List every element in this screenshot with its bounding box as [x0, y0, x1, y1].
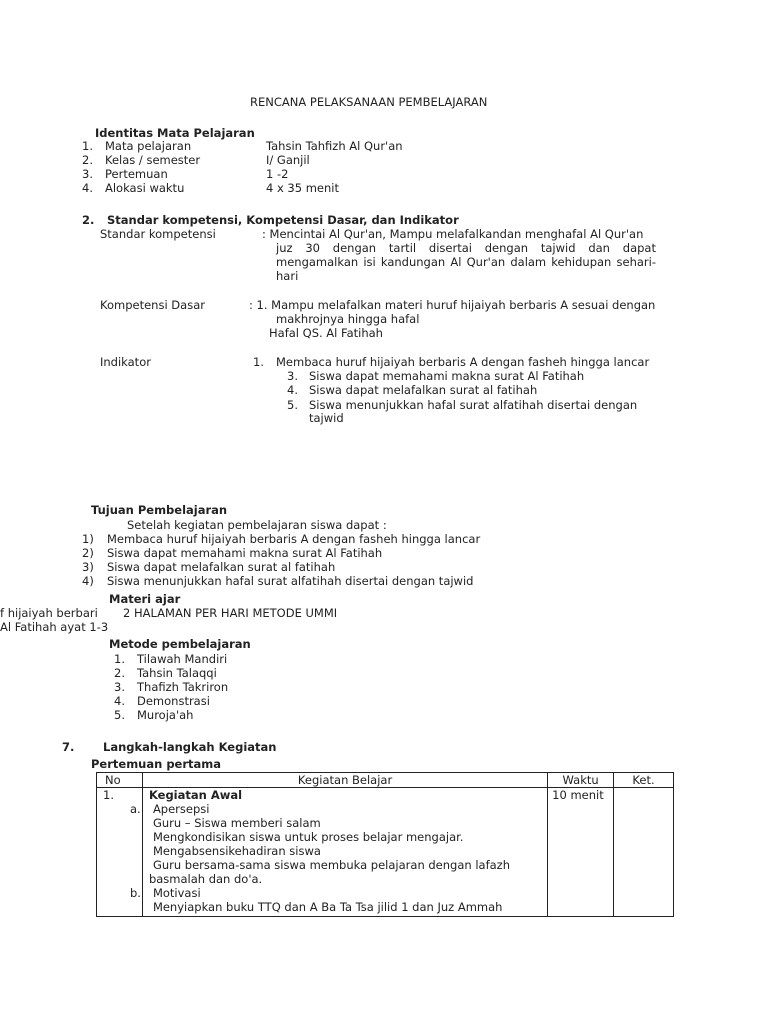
- header-waktu: Waktu: [548, 773, 614, 788]
- metode-num: 1.: [114, 652, 125, 666]
- header-no: No: [97, 773, 143, 788]
- tujuan-intro: Setelah kegiatan pembelajaran siswa dapat :: [127, 518, 387, 532]
- materi-heading: Materi ajar: [109, 592, 181, 606]
- kd-text-line: : 1. Mampu melafalkan materi huruf hijaiyah berbaris A sesuai dengan: [249, 298, 656, 312]
- tujuan-num: 1): [82, 532, 94, 546]
- identitas-value: Tahsin Tahfizh Al Qur'an: [266, 139, 403, 153]
- identitas-value: 1 -2: [266, 167, 289, 181]
- identitas-value: 4 x 35 menit: [266, 181, 339, 195]
- table-header-row: [97, 773, 674, 788]
- identitas-num: 3.: [82, 167, 93, 181]
- header-ket: Ket.: [614, 773, 674, 788]
- sub-mark-b: b.: [129, 886, 141, 900]
- pertemuan-heading: Pertemuan pertama: [91, 757, 222, 771]
- tujuan-num: 4): [82, 574, 94, 588]
- indikator-num: 3.: [287, 369, 298, 383]
- tujuan-text: Siswa dapat melafalkan surat al fatihah: [107, 560, 336, 574]
- materi-left-line: Al Fatihah ayat 1-3: [0, 620, 109, 634]
- sk-text-line: mengamalkan isi kandungan Al Qur'an dalam kehidupan sehari-: [276, 255, 656, 269]
- identitas-label: Mata pelajaran: [105, 139, 192, 153]
- sk-text-line: hari: [276, 269, 299, 283]
- indikator-label: Indikator: [100, 355, 151, 369]
- metode-text: Thafizh Takriron: [137, 680, 229, 694]
- identitas-value: I/ Ganjil: [266, 153, 310, 167]
- page-title: RENCANA PELAKSANAAN PEMBELAJARAN: [250, 95, 488, 109]
- identitas-label: Kelas / semester: [105, 153, 201, 167]
- metode-text: Tilawah Mandiri: [137, 652, 228, 666]
- row-waktu: [548, 788, 614, 917]
- kd-label: Kompetensi Dasar: [100, 298, 205, 312]
- apersepsi-line: Mengabsensikehadiran siswa: [152, 844, 321, 858]
- tujuan-text: Siswa menunjukkan hafal surat alfatihah disertai dengan tajwid: [107, 574, 474, 588]
- indikator-text: Siswa menunjukkan hafal surat alfatihah disertai dengan: [309, 398, 638, 412]
- indikator-text: Siswa dapat melafalkan surat al fatihah: [309, 383, 538, 397]
- metode-num: 4.: [114, 694, 125, 708]
- identitas-label: Pertemuan: [105, 167, 168, 181]
- metode-text: Muroja'ah: [137, 708, 194, 722]
- standar-num: 2.: [82, 213, 95, 227]
- langkah-heading: Langkah-langkah Kegiatan: [103, 740, 277, 754]
- materi-left-line: f hijaiyah berbari: [0, 606, 98, 620]
- kegiatan-title: Kegiatan Awal: [148, 788, 243, 802]
- header-kegiatan: Kegiatan Belajar: [142, 773, 547, 788]
- sk-text-line: juz 30 dengan tartil disertai dengan tajwid dan dapat: [276, 241, 656, 255]
- apersepsi-line: basmalah dan do'a.: [148, 872, 263, 886]
- motivasi-line: Menyiapkan buku TTQ dan A Ba Ta Tsa jilid 1 dan Juz Ammah: [152, 900, 503, 914]
- indikator-num: 1.: [253, 355, 264, 369]
- kd-text-line: Hafal QS. Al Fatihah: [269, 326, 383, 340]
- metode-text: Demonstrasi: [137, 694, 210, 708]
- indikator-text: Siswa dapat memahami makna surat Al Fatihah: [309, 369, 585, 383]
- metode-num: 5.: [114, 708, 125, 722]
- metode-num: 2.: [114, 666, 125, 680]
- sub-title-motivasi: Motivasi: [152, 886, 201, 900]
- sk-label: Standar kompetensi: [100, 227, 216, 241]
- tujuan-heading: Tujuan Pembelajaran: [91, 503, 228, 517]
- sub-mark-a: a.: [129, 802, 141, 816]
- standar-heading: Standar kompetensi, Kompetensi Dasar, dan Indikator: [107, 213, 459, 227]
- row-ket: [614, 788, 674, 917]
- row-no-text: 1.: [103, 788, 114, 802]
- identitas-num: 2.: [82, 153, 93, 167]
- identitas-heading: Identitas Mata Pelajaran: [95, 126, 255, 140]
- identitas-label: Alokasi waktu: [105, 181, 185, 195]
- kd-text-line: makhrojnya hingga hafal: [276, 312, 420, 326]
- metode-text: Tahsin Talaqqi: [137, 666, 217, 680]
- apersepsi-line: Mengkondisikan siswa untuk proses belajar mengajar.: [152, 830, 464, 844]
- metode-heading: Metode pembelajaran: [109, 637, 251, 651]
- identitas-num: 4.: [82, 181, 93, 195]
- indikator-num: 5.: [287, 398, 298, 412]
- row-waktu-text: 10 menit: [552, 788, 604, 802]
- kegiatan-table: [96, 772, 674, 917]
- tujuan-text: Membaca huruf hijaiyah berbaris A dengan fasheh hingga lancar: [107, 532, 481, 546]
- sk-text-line: : Mencintai Al Qur'an, Mampu melafalkandan menghafal Al Qur'an: [262, 227, 644, 241]
- langkah-num: 7.: [62, 740, 75, 754]
- metode-num: 3.: [114, 680, 125, 694]
- indikator-text: Membaca huruf hijaiyah berbaris A dengan fasheh hingga lancar: [276, 355, 650, 369]
- tujuan-text: Siswa dapat memahami makna surat Al Fatihah: [107, 546, 383, 560]
- tujuan-num: 3): [82, 560, 94, 574]
- tujuan-num: 2): [82, 546, 94, 560]
- row-kegiatan: [129, 788, 547, 917]
- materi-right-line: 2 HALAMAN PER HARI METODE UMMI: [123, 606, 338, 620]
- indikator-num: 4.: [287, 383, 298, 397]
- apersepsi-line: Guru – Siswa memberi salam: [152, 816, 321, 830]
- sub-title-apersepsi: Apersepsi: [152, 802, 210, 816]
- apersepsi-line: Guru bersama-sama siswa membuka pelajaran dengan lafazh: [152, 858, 511, 872]
- table-row: [97, 788, 674, 917]
- indikator-text: tajwid: [309, 411, 344, 425]
- identitas-num: 1.: [82, 139, 93, 153]
